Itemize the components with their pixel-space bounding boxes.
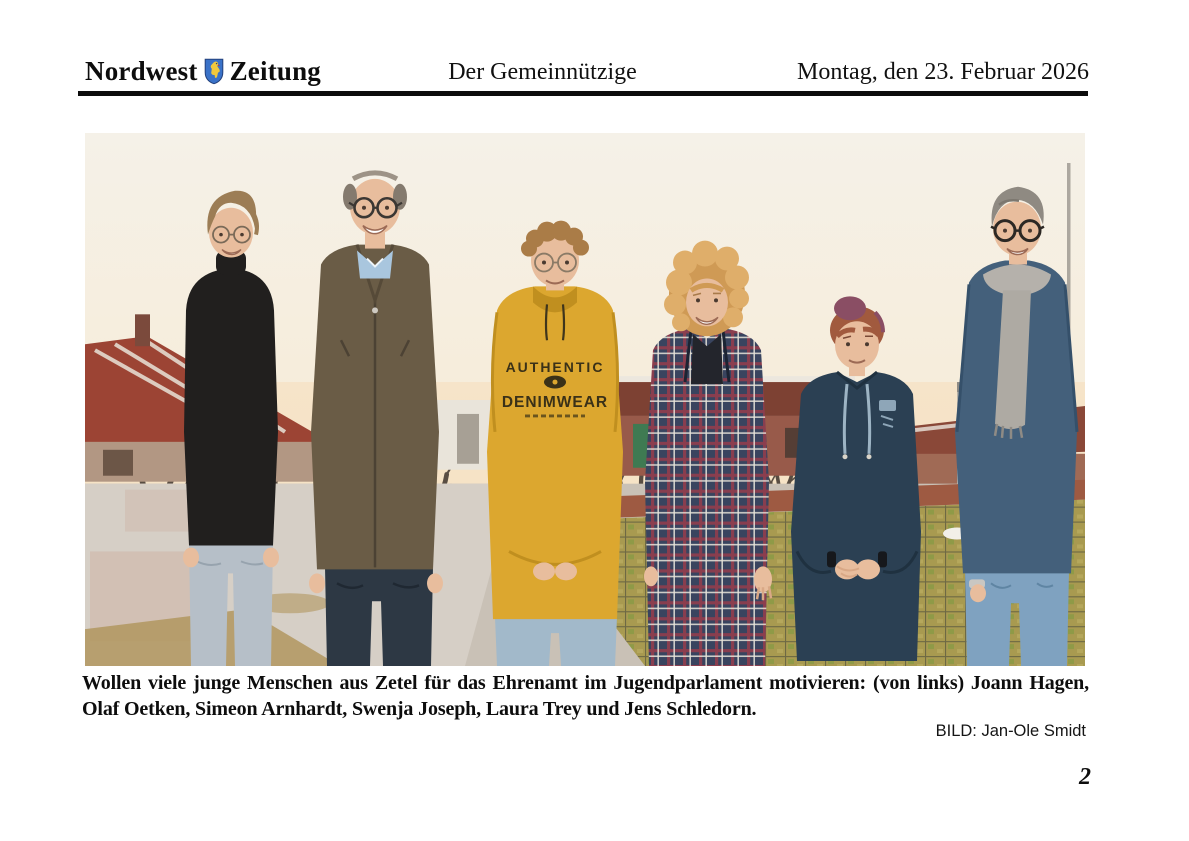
hoodie-text-line2: DENIMWEAR [501,393,609,411]
brand-left-word: Nordwest [85,56,198,86]
brand-right-word: Zeitung [229,56,322,86]
masthead-rule [78,91,1088,96]
page-number: 2 [1079,764,1091,790]
issue-date: Montag, den 23. Februar 2026 [797,59,1089,85]
photo-illustration [85,133,1085,666]
article-photo [85,133,1085,666]
page-section-title: Der Gemeinnützige [448,59,637,85]
photo-caption: Wollen viele junge Menschen aus Zetel für das Ehrenamt im Jugendparlament motivieren: (von links) Joann Hagen, Olaf Oetken, Simeon Arnhardt, Swenja Joseph, Laura Trey und Jens Schledorn. [82,672,1089,720]
hoodie-text-line1: AUTHENTIC [505,359,605,376]
masthead [81,50,1089,88]
photo-credit: BILD: Jan-Ole Smidt [935,722,1086,740]
